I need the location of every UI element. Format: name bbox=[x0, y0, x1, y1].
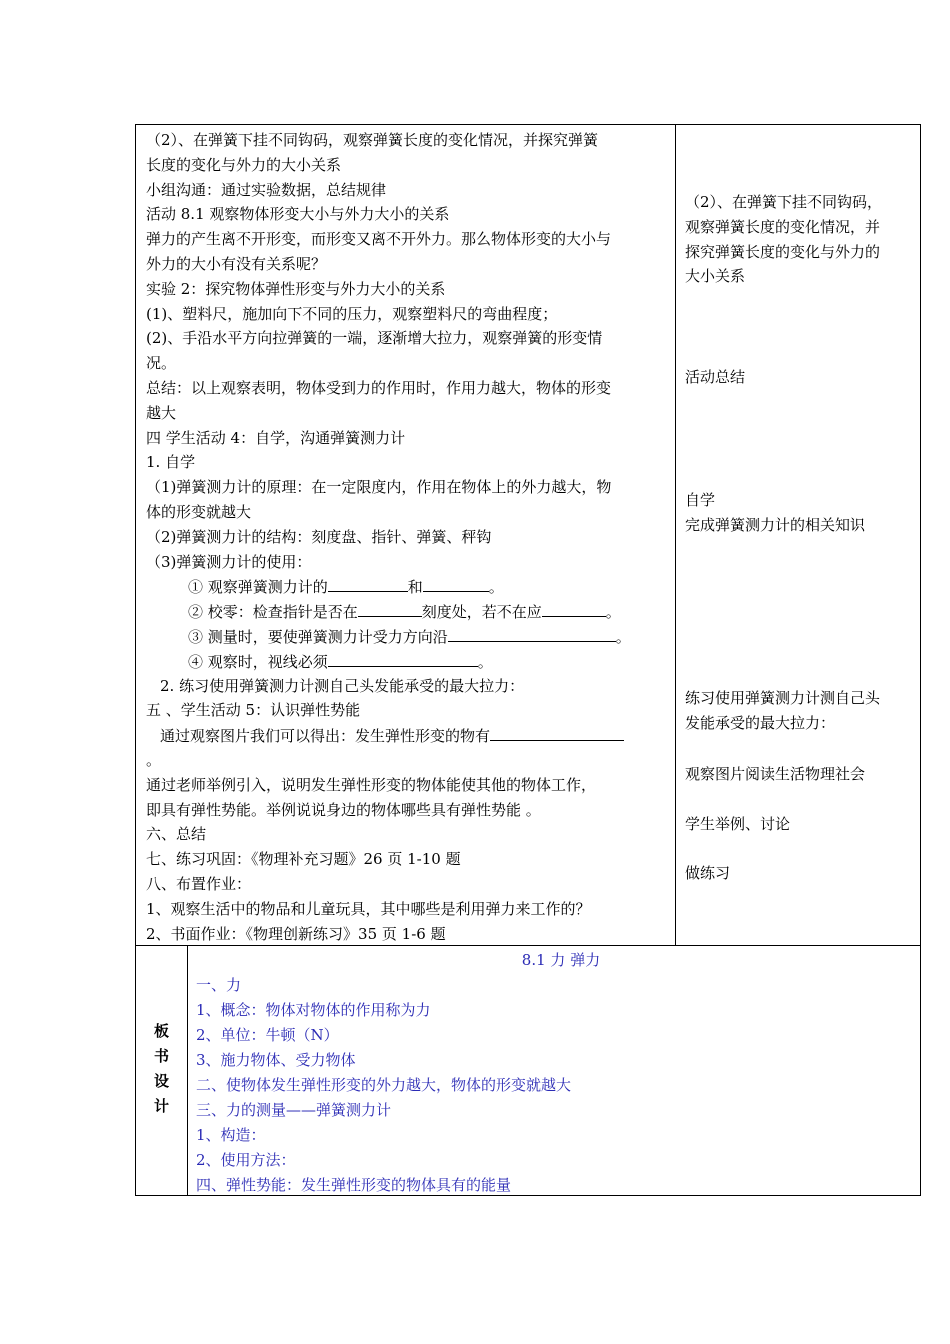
lesson-table bbox=[135, 124, 921, 946]
text-line: （1)弹簧测力计的原理：在一定限度内，作用在物体上的外力越大，物 bbox=[146, 478, 612, 497]
text-line: 实验 2：探究物体弹性形变与外力大小的关系 bbox=[146, 279, 446, 298]
blank-underline bbox=[328, 574, 408, 592]
board-line: 三、力的测量——弹簧测力计 bbox=[196, 1101, 392, 1119]
blank-prompt: 。 bbox=[477, 652, 493, 671]
board-line: 1、构造： bbox=[196, 1126, 266, 1144]
blank-prompt: 和 bbox=[407, 578, 423, 597]
text-line: (1)、塑料尺，施加向下不同的压力，观察塑料尺的弯曲程度； bbox=[146, 304, 558, 323]
blank-underline bbox=[328, 649, 478, 667]
text-line: 自学 bbox=[685, 491, 716, 509]
fill-blank-line-1 bbox=[146, 574, 672, 599]
label-char: 计 bbox=[153, 1097, 169, 1115]
board-line: 2、单位：牛顿（N） bbox=[196, 1026, 339, 1044]
board-title: 8.1 力 弹力 bbox=[521, 951, 601, 969]
board-line: 二、使物体发生弹性形变的外力越大，物体的形变就越大 bbox=[196, 1076, 572, 1094]
text-line: 八、布置作业： bbox=[146, 874, 252, 893]
blank-underline bbox=[448, 624, 616, 642]
text-line: 越大 bbox=[146, 403, 177, 422]
text-line: 练习使用弹簧测力计测自己头 bbox=[685, 689, 881, 707]
activity-note bbox=[685, 365, 917, 390]
blank-underline bbox=[358, 599, 422, 617]
text-line: 。 bbox=[146, 750, 162, 769]
label-char: 板 bbox=[153, 1022, 169, 1040]
column-divider bbox=[187, 946, 188, 1195]
text-line: 1. 自学 bbox=[146, 453, 196, 472]
text-line: 完成弹簧测力计的相关知识 bbox=[685, 515, 866, 534]
text-line: 发能承受的最大拉力： bbox=[685, 713, 836, 732]
text-line: 观察图片阅读生活物理社会 bbox=[685, 765, 866, 783]
board-line: 1、概念：物体对物体的作用称为力 bbox=[196, 1001, 431, 1019]
text-line: 2、书面作业：《物理创新练习》35 页 1-6 题 bbox=[146, 924, 446, 943]
label-char: 书 bbox=[153, 1047, 169, 1065]
fill-blank-line-2 bbox=[146, 599, 672, 624]
activity-note bbox=[685, 762, 917, 787]
fill-blank-line-4 bbox=[146, 649, 672, 674]
text-line: 探究弹簧长度的变化与外力的 bbox=[685, 242, 881, 261]
board-design-label bbox=[136, 1019, 187, 1119]
text-line: 通过老师举例引入，说明发生弹性形变的物体能使其他的物体工作， bbox=[146, 775, 597, 794]
text-line: 外力的大小有没有关系呢？ bbox=[146, 254, 327, 273]
blank-prompt: 。 bbox=[488, 578, 504, 597]
text-line: 学生举例、讨论 bbox=[685, 815, 791, 833]
board-content bbox=[196, 948, 916, 1198]
activity-note bbox=[685, 686, 917, 736]
blank-prompt: 刻度处，若不在应 bbox=[421, 603, 542, 622]
text-line: （3)弹簧测力计的使用： bbox=[146, 552, 312, 571]
fill-blank-line-3 bbox=[146, 624, 672, 649]
text-line: (2)、手沿水平方向拉弹簧的一端，逐渐增大拉力，观察弹簧的形变情 bbox=[146, 329, 603, 348]
text-line: 总结：以上观察表明，物体受到力的作用时，作用力越大，物体的形变 bbox=[146, 378, 612, 397]
blank-prompt: 通过观察图片我们可以得出：发生弹性形变的物有 bbox=[160, 727, 491, 746]
board-line: 3、施力物体、受力物体 bbox=[196, 1051, 356, 1069]
blank-prompt: 。 bbox=[615, 627, 631, 646]
text-line: 2. 练习使用弹簧测力计测自己头发能承受的最大拉力： bbox=[160, 676, 525, 695]
blank-underline bbox=[490, 723, 624, 741]
text-line: 况。 bbox=[146, 354, 177, 373]
text-line: 四 学生活动 4：自学，沟通弹簧测力计 bbox=[146, 428, 406, 447]
blank-underline bbox=[423, 574, 489, 592]
text-line: 活动总结 bbox=[685, 368, 746, 386]
text-line: 七、练习巩固：《物理补充习题》26 页 1-10 题 bbox=[146, 850, 461, 869]
text-line: 大小关系 bbox=[685, 267, 746, 286]
text-line: 六、总结 bbox=[146, 825, 207, 844]
text-line: （2）、在弹簧下挂不同钩码，观察弹簧长度的变化情况，并探究弹簧 bbox=[146, 131, 599, 149]
text-line: 即具有弹性势能。举例说说身边的物体哪些具有弹性势能 。 bbox=[146, 800, 541, 819]
text-line: 小组沟通：通过实验数据，总结规律 bbox=[146, 180, 387, 199]
text-line: 五 、学生活动 5：认识弹性势能 bbox=[146, 701, 361, 720]
text-line: 体的形变就越大 bbox=[146, 502, 252, 521]
blank-prompt: 。 bbox=[605, 603, 621, 622]
text-line: （2)弹簧测力计的结构：刻度盘、指针、弹簧、秤钩 bbox=[146, 527, 492, 546]
text-line: 弹力的产生离不开形变，而形变又离不开外力。那么物体形变的大小与 bbox=[146, 230, 612, 249]
text-line: 活动 8.1 观察物体形变大小与外力大小的关系 bbox=[146, 205, 450, 224]
teaching-process-column bbox=[146, 128, 672, 946]
activity-note bbox=[685, 190, 917, 289]
board-line: 四、弹性势能：发生弹性形变的物体具有的能量 bbox=[196, 1176, 512, 1194]
fill-blank-line-5 bbox=[146, 723, 672, 748]
label-char: 设 bbox=[153, 1072, 169, 1090]
board-line: 2、使用方法： bbox=[196, 1151, 296, 1169]
activity-note bbox=[685, 861, 917, 886]
blank-prompt: ④ 观察时，视线必须 bbox=[188, 652, 328, 671]
text-line: 1、观察生活中的物品和儿童玩具，其中哪些是利用弹力来工作的？ bbox=[146, 899, 591, 918]
board-line: 一、力 bbox=[196, 976, 242, 994]
column-divider bbox=[675, 125, 676, 945]
text-line: 观察弹簧长度的变化情况，并 bbox=[685, 217, 881, 236]
text-line: （2）、在弹簧下挂不同钩码， bbox=[685, 193, 883, 211]
text-line: 长度的变化与外力的大小关系 bbox=[146, 155, 342, 174]
blank-prompt: ② 校零：检查指针是否在 bbox=[188, 603, 358, 622]
activity-note bbox=[685, 812, 917, 837]
blank-underline bbox=[542, 599, 606, 617]
text-line: 做练习 bbox=[685, 864, 731, 882]
board-design-table bbox=[135, 945, 921, 1196]
activity-note bbox=[685, 488, 917, 538]
blank-prompt: ① 观察弹簧测力计的 bbox=[188, 578, 328, 597]
blank-prompt: ③ 测量时，要使弹簧测力计受力方向沿 bbox=[188, 627, 448, 646]
